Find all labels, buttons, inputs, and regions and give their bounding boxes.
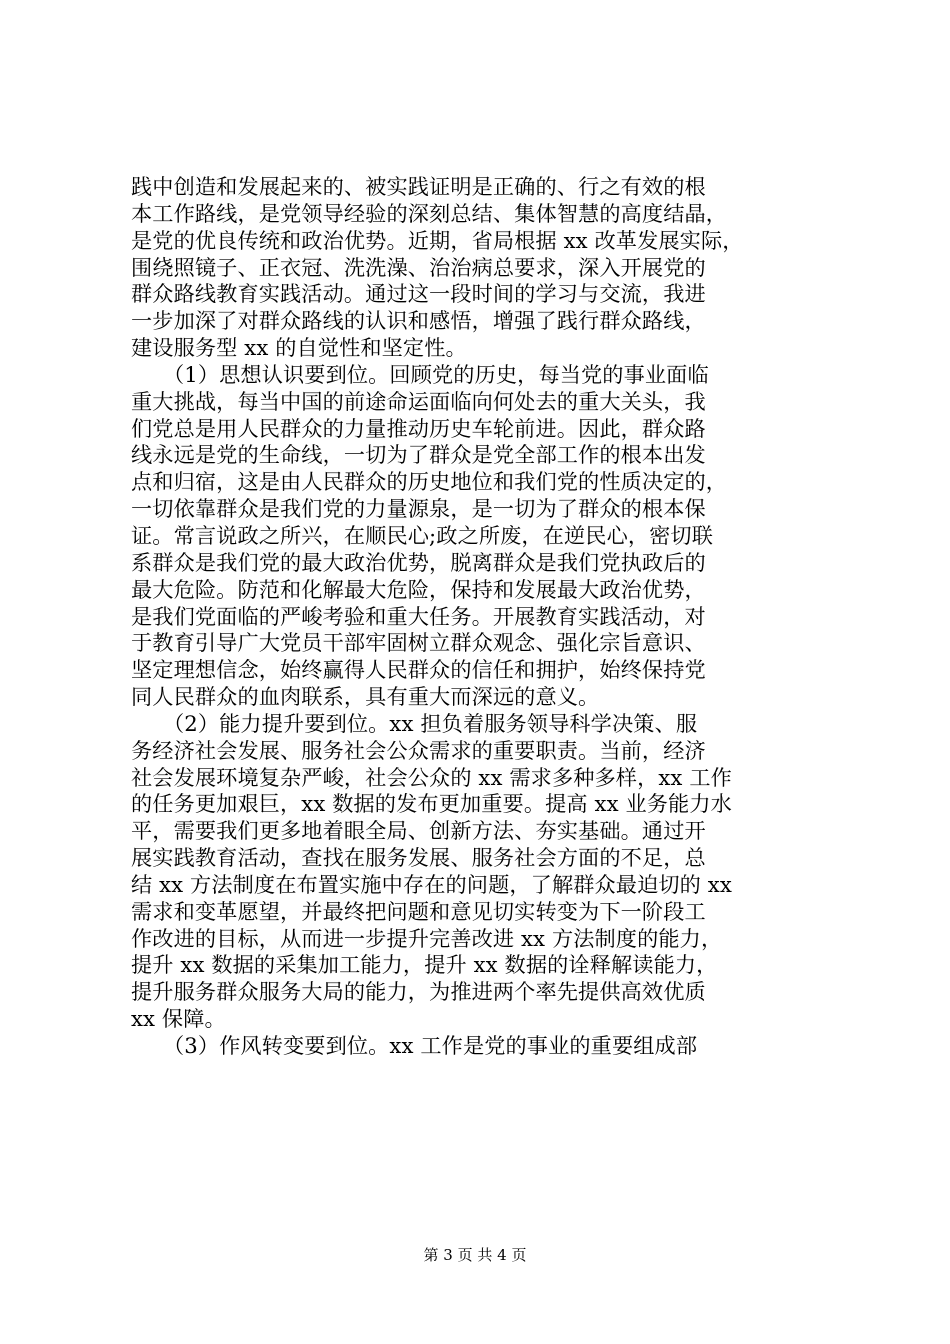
text-line: 提升服务群众服务大局的能力，为推进两个率先提供高效优质 bbox=[131, 979, 706, 1005]
text-line: 坚定理想信念，始终赢得人民群众的信任和拥护，始终保持党 bbox=[131, 657, 706, 683]
text-line: （3）作风转变要到位。xx 工作是党的事业的重要组成部 bbox=[131, 1033, 698, 1058]
text-line: 作改进的目标，从而进一步提升完善改进 xx 方法制度的能力， bbox=[131, 925, 723, 951]
text-line: 社会发展环境复杂严峻，社会公众的 xx 需求多种多样，xx 工作 bbox=[131, 764, 732, 790]
text-line: 证。常言说政之所兴，在顺民心;政之所废，在逆民心，密切联 bbox=[131, 522, 714, 548]
text-line: 于教育引导广大党员干部牢固树立群众观念、强化宗旨意识、 bbox=[131, 630, 706, 656]
text-line: 群众路线教育实践活动。通过这一段时间的学习与交流，我进 bbox=[131, 281, 706, 307]
text-line: 线永远是党的生命线，一切为了群众是党全部工作的根本出发 bbox=[131, 442, 706, 468]
text-line: 重大挑战，每当中国的前途命运面临向何处去的重大关头，我 bbox=[131, 388, 706, 414]
page-number: 第 3 页 共 4 页 bbox=[423, 1246, 527, 1264]
text-line: 本工作路线，是党领导经验的深刻总结、集体智慧的高度结晶， bbox=[131, 200, 728, 226]
text-line: （1）思想认识要到位。回顾党的历史，每当党的事业面临 bbox=[131, 361, 709, 387]
text-line: 建设服务型 xx 的自觉性和坚定性。 bbox=[131, 335, 467, 361]
text-line: （2）能力提升要到位。xx 担负着服务领导科学决策、服 bbox=[131, 710, 698, 736]
text-line: 同人民群众的血肉联系，具有重大而深远的意义。 bbox=[131, 684, 600, 710]
text-line: 展实践教育活动，查找在服务发展、服务社会方面的不足，总 bbox=[131, 845, 706, 871]
text-line: 围绕照镜子、正衣冠、洗洗澡、治治病总要求，深入开展党的 bbox=[131, 254, 706, 280]
text-line: 平，需要我们更多地着眼全局、创新方法、夯实基础。通过开 bbox=[131, 818, 706, 844]
text-line: 践中创造和发展起来的、被实践证明是正确的、行之有效的根 bbox=[131, 174, 706, 199]
text-line: 一步加深了对群众路线的认识和感悟，增强了践行群众路线， bbox=[131, 308, 706, 334]
text-line: 是我们党面临的严峻考验和重大任务。开展教育实践活动，对 bbox=[131, 603, 706, 629]
document-body bbox=[131, 174, 831, 1060]
text-line: xx 保障。 bbox=[131, 1006, 226, 1032]
text-line: 是党的优良传统和政治优势。近期，省局根据 xx 改革发展实际， bbox=[131, 227, 744, 253]
text-line: 结 xx 方法制度在布置实施中存在的问题，了解群众最迫切的 xx bbox=[131, 871, 732, 897]
text-line: 务经济社会发展、服务社会公众需求的重要职责。当前，经济 bbox=[131, 737, 706, 763]
text-line: 需求和变革愿望，并最终把问题和意见切实转变为下一阶段工 bbox=[131, 898, 706, 924]
text-line: 点和归宿，这是由人民群众的历史地位和我们党的性质决定的， bbox=[131, 469, 728, 495]
page-footer bbox=[0, 1245, 950, 1265]
text-line: 提升 xx 数据的采集加工能力，提升 xx 数据的诠释解读能力， bbox=[131, 952, 718, 978]
text-line: 们党总是用人民群众的力量推动历史车轮前进。因此，群众路 bbox=[131, 415, 706, 441]
text-line: 的任务更加艰巨，xx 数据的发布更加重要。提高 xx 业务能力水 bbox=[131, 791, 732, 817]
text-line: 最大危险。防范和化解最大危险，保持和发展最大政治优势， bbox=[131, 576, 706, 602]
text-line: 一切依靠群众是我们党的力量源泉，是一切为了群众的根本保 bbox=[131, 496, 706, 522]
text-line: 系群众是我们党的最大政治优势，脱离群众是我们党执政后的 bbox=[131, 549, 706, 575]
